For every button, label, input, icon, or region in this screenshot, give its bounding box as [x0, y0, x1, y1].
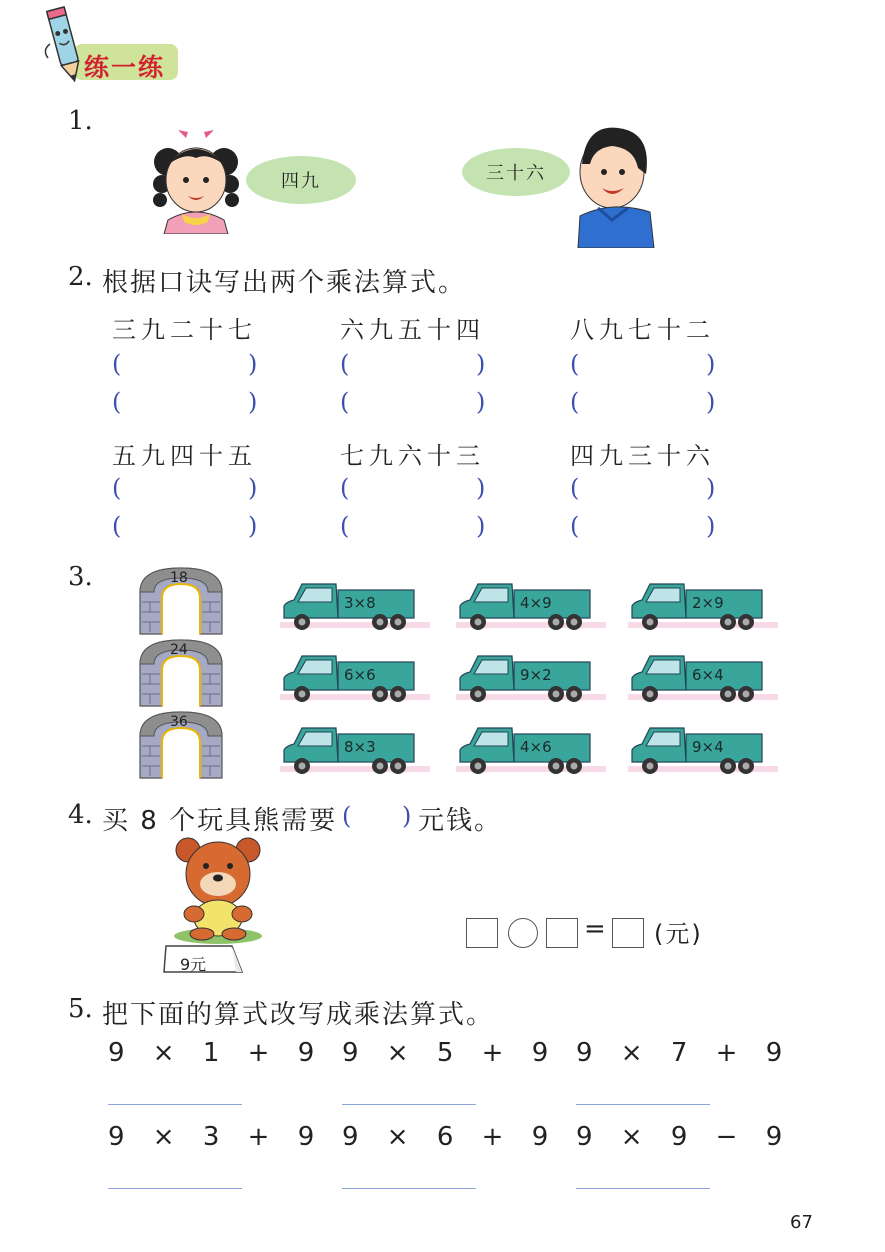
answer-paren-open: (	[570, 388, 580, 416]
answer-paren-open: (	[570, 474, 580, 502]
truck-label: 9×2	[520, 666, 552, 684]
expression: 9 × 3 + 9	[108, 1122, 325, 1152]
answer-paren-close: )	[706, 350, 716, 378]
answer-paren-open: (	[340, 474, 350, 502]
answer-paren-open: (	[570, 512, 580, 540]
answer-blank[interactable]	[586, 516, 696, 542]
answer-paren-open: (	[342, 802, 352, 830]
answer-blank[interactable]	[356, 478, 466, 504]
answer-blank[interactable]	[356, 392, 466, 418]
tunnel-label: 24	[170, 642, 188, 658]
answer-paren-open: (	[112, 350, 122, 378]
rhyme-item: 四九三十六	[570, 442, 715, 470]
question-instruction: 根据口诀写出两个乘法算式。	[102, 268, 467, 298]
answer-box[interactable]	[546, 918, 578, 948]
answer-blank[interactable]	[128, 478, 238, 504]
answer-line[interactable]	[108, 1188, 242, 1189]
expression: 9 × 9 − 9	[576, 1122, 793, 1152]
question-number: 5.	[68, 994, 93, 1024]
answer-line[interactable]	[108, 1104, 242, 1105]
truck-label: 3×8	[344, 594, 376, 612]
boy-illustration	[568, 120, 658, 248]
teddy-bear-illustration	[170, 836, 266, 946]
speech-bubble-text: 四九	[281, 171, 321, 192]
answer-blank[interactable]	[128, 354, 238, 380]
section-title: 练一练	[84, 53, 166, 82]
expression: 9 × 1 + 9	[108, 1038, 325, 1068]
question-text: 买 8 个玩具熊需要	[102, 806, 338, 836]
question-text-end: 元钱。	[418, 806, 503, 836]
question-number: 2.	[68, 262, 93, 292]
answer-blank[interactable]	[356, 354, 466, 380]
speech-bubble-left	[246, 156, 356, 204]
rhyme-item: 五九四十五	[112, 442, 257, 470]
answer-paren-open: (	[340, 388, 350, 416]
answer-paren-close: )	[476, 388, 486, 416]
answer-paren-close: )	[248, 512, 258, 540]
truck-label: 9×4	[692, 738, 724, 756]
answer-paren-close: )	[706, 512, 716, 540]
speech-bubble-right	[462, 148, 570, 196]
answer-blank[interactable]	[356, 806, 396, 832]
answer-blank[interactable]	[586, 478, 696, 504]
answer-blank[interactable]	[586, 354, 696, 380]
operator-circle[interactable]	[508, 918, 538, 948]
truck-label: 6×4	[692, 666, 724, 684]
answer-paren-close: )	[476, 474, 486, 502]
truck-label: 8×3	[344, 738, 376, 756]
expression: 9 × 5 + 9	[342, 1038, 559, 1068]
truck-label: 4×6	[520, 738, 552, 756]
rhyme-item: 七九六十三	[340, 442, 485, 470]
answer-box[interactable]	[612, 918, 644, 948]
answer-paren-close: )	[476, 512, 486, 540]
question-number: 1.	[68, 106, 93, 136]
answer-paren-close: )	[706, 474, 716, 502]
rhyme-item: 三九二十七	[112, 316, 257, 344]
speech-bubble-text: 三十六	[486, 163, 546, 184]
answer-line[interactable]	[576, 1188, 710, 1189]
answer-paren-open: (	[112, 474, 122, 502]
question-instruction: 把下面的算式改写成乘法算式。	[102, 1000, 495, 1030]
answer-line[interactable]	[576, 1104, 710, 1105]
answer-line[interactable]	[342, 1188, 476, 1189]
rhyme-item: 八九七十二	[570, 316, 715, 344]
answer-blank[interactable]	[356, 516, 466, 542]
answer-blank[interactable]	[128, 516, 238, 542]
equals-sign: =	[584, 914, 606, 944]
answer-paren-open: (	[570, 350, 580, 378]
pencil-mascot-icon	[40, 2, 90, 88]
answer-paren-open: (	[112, 512, 122, 540]
expression: 9 × 7 + 9	[576, 1038, 793, 1068]
tunnel-label: 36	[170, 714, 188, 730]
truck-label: 2×9	[692, 594, 724, 612]
girl-illustration	[148, 124, 244, 234]
tunnel-label: 18	[170, 570, 188, 586]
answer-paren-close: )	[248, 388, 258, 416]
truck-label: 4×9	[520, 594, 552, 612]
answer-paren-open: (	[340, 512, 350, 540]
answer-box[interactable]	[466, 918, 498, 948]
page-number: 67	[790, 1212, 813, 1233]
price-tag: 9元	[180, 955, 207, 974]
answer-paren-open: (	[112, 388, 122, 416]
answer-paren-close: )	[402, 802, 412, 830]
truck-label: 6×6	[344, 666, 376, 684]
unit-label: (元)	[654, 920, 703, 948]
answer-paren-close: )	[248, 350, 258, 378]
answer-paren-open: (	[340, 350, 350, 378]
rhyme-item: 六九五十四	[340, 316, 485, 344]
answer-paren-close: )	[248, 474, 258, 502]
question-number: 4.	[68, 800, 93, 830]
answer-line[interactable]	[342, 1104, 476, 1105]
answer-blank[interactable]	[128, 392, 238, 418]
question-number: 3.	[68, 562, 93, 592]
answer-blank[interactable]	[586, 392, 696, 418]
answer-paren-close: )	[476, 350, 486, 378]
expression: 9 × 6 + 9	[342, 1122, 559, 1152]
answer-paren-close: )	[706, 388, 716, 416]
